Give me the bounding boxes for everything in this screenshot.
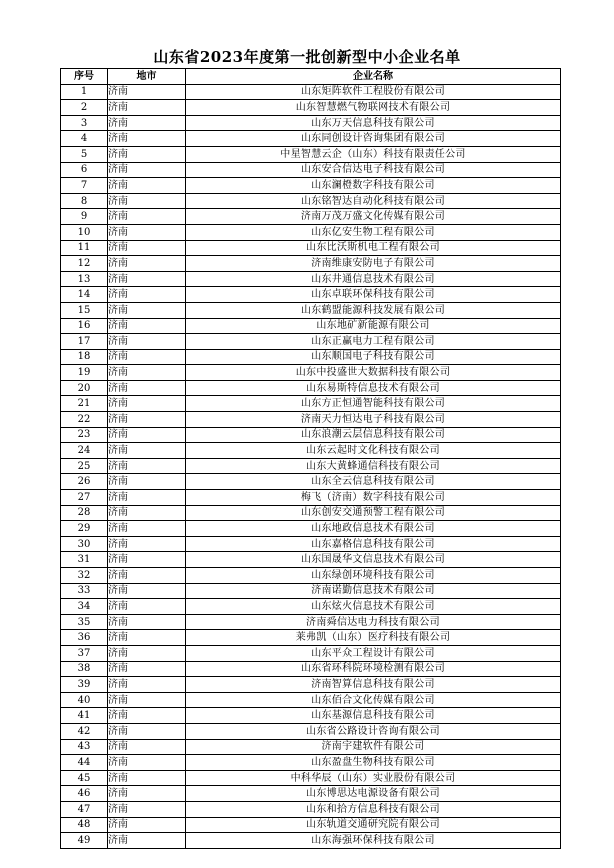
cell-company-name: 山东和拾方信息科技有限公司 — [186, 801, 561, 817]
cell-city: 济南 — [108, 614, 186, 630]
table-row — [61, 708, 561, 724]
cell-company-name: 山东平众工程设计有限公司 — [186, 645, 561, 661]
cell-city: 济南 — [108, 833, 186, 849]
cell-company-name: 山东佰合文化传媒有限公司 — [186, 692, 561, 708]
cell-company-name: 山东地矿新能源有限公司 — [186, 318, 561, 334]
cell-city: 济南 — [108, 178, 186, 194]
cell-number: 32 — [61, 568, 108, 584]
table-row — [61, 739, 561, 755]
cell-city: 济南 — [108, 412, 186, 428]
header-company-name: 企业名称 — [186, 69, 561, 85]
cell-number: 22 — [61, 412, 108, 428]
cell-company-name: 山东云起时文化科技有限公司 — [186, 443, 561, 459]
cell-number: 48 — [61, 817, 108, 833]
header-city: 地市 — [108, 69, 186, 85]
cell-company-name: 山东浪潮云层信息科技有限公司 — [186, 427, 561, 443]
table-row — [61, 131, 561, 147]
cell-number: 10 — [61, 224, 108, 240]
cell-city: 济南 — [108, 349, 186, 365]
cell-city: 济南 — [108, 645, 186, 661]
table-row — [61, 443, 561, 459]
cell-number: 41 — [61, 708, 108, 724]
table-row — [61, 536, 561, 552]
table-row — [61, 552, 561, 568]
table-row — [61, 490, 561, 506]
table-row — [61, 84, 561, 100]
table-row — [61, 224, 561, 240]
cell-number: 6 — [61, 162, 108, 178]
cell-number: 7 — [61, 178, 108, 194]
cell-number: 18 — [61, 349, 108, 365]
table-row — [61, 630, 561, 646]
cell-city: 济南 — [108, 131, 186, 147]
cell-company-name: 济南天力恒达电子科技有限公司 — [186, 412, 561, 428]
cell-number: 28 — [61, 505, 108, 521]
cell-city: 济南 — [108, 521, 186, 537]
cell-city: 济南 — [108, 505, 186, 521]
cell-number: 45 — [61, 770, 108, 786]
table-row — [61, 677, 561, 693]
cell-number: 15 — [61, 302, 108, 318]
cell-city: 济南 — [108, 630, 186, 646]
cell-company-name: 济南智算信息科技有限公司 — [186, 677, 561, 693]
cell-number: 9 — [61, 209, 108, 225]
cell-company-name: 山东大黄蜂通信科技有限公司 — [186, 458, 561, 474]
cell-company-name: 济南诺勤信息技术有限公司 — [186, 583, 561, 599]
cell-city: 济南 — [108, 427, 186, 443]
cell-company-name: 山东鹤盟能源科技发展有限公司 — [186, 302, 561, 318]
table-row — [61, 661, 561, 677]
table-row — [61, 568, 561, 584]
table-row — [61, 817, 561, 833]
cell-company-name: 山东井通信息技术有限公司 — [186, 271, 561, 287]
cell-number: 27 — [61, 490, 108, 506]
cell-company-name: 山东智慧燃气物联网技术有限公司 — [186, 100, 561, 116]
cell-city: 济南 — [108, 240, 186, 256]
table-row — [61, 256, 561, 272]
cell-company-name: 山东博思达电源设备有限公司 — [186, 786, 561, 802]
table-body — [61, 84, 561, 848]
cell-company-name: 济南维康安防电子有限公司 — [186, 256, 561, 272]
cell-number: 11 — [61, 240, 108, 256]
cell-city: 济南 — [108, 115, 186, 131]
cell-city: 济南 — [108, 256, 186, 272]
cell-number: 16 — [61, 318, 108, 334]
cell-company-name: 山东同创设计咨询集团有限公司 — [186, 131, 561, 147]
cell-city: 济南 — [108, 723, 186, 739]
cell-number: 30 — [61, 536, 108, 552]
cell-number: 20 — [61, 380, 108, 396]
table-row — [61, 474, 561, 490]
cell-company-name: 山东顺国电子科技有限公司 — [186, 349, 561, 365]
header-number: 序号 — [61, 69, 108, 85]
table-row — [61, 786, 561, 802]
table-row — [61, 349, 561, 365]
table-row — [61, 412, 561, 428]
cell-company-name: 山东海强环保科技有限公司 — [186, 833, 561, 849]
cell-city: 济南 — [108, 287, 186, 303]
cell-company-name: 山东比沃斯机电工程有限公司 — [186, 240, 561, 256]
cell-city: 济南 — [108, 770, 186, 786]
cell-company-name: 济南万茂万盛文化传媒有限公司 — [186, 209, 561, 225]
table-row — [61, 692, 561, 708]
cell-number: 39 — [61, 677, 108, 693]
cell-city: 济南 — [108, 490, 186, 506]
cell-company-name: 山东盈盘生物科技有限公司 — [186, 755, 561, 771]
cell-company-name: 山东亿安生物工程有限公司 — [186, 224, 561, 240]
cell-company-name: 山东绿创环境科技有限公司 — [186, 568, 561, 584]
cell-company-name: 山东卓联环保科技有限公司 — [186, 287, 561, 303]
cell-city: 济南 — [108, 193, 186, 209]
cell-city: 济南 — [108, 817, 186, 833]
cell-city: 济南 — [108, 677, 186, 693]
cell-city: 济南 — [108, 458, 186, 474]
cell-number: 43 — [61, 739, 108, 755]
cell-company-name: 山东正赢电力工程有限公司 — [186, 334, 561, 350]
cell-city: 济南 — [108, 334, 186, 350]
cell-city: 济南 — [108, 786, 186, 802]
cell-city: 济南 — [108, 739, 186, 755]
page-title: 山东省2023年度第一批创新型中小企业名单 — [153, 48, 461, 66]
cell-number: 36 — [61, 630, 108, 646]
cell-number: 31 — [61, 552, 108, 568]
cell-number: 46 — [61, 786, 108, 802]
cell-city: 济南 — [108, 801, 186, 817]
cell-city: 济南 — [108, 365, 186, 381]
cell-number: 35 — [61, 614, 108, 630]
cell-company-name: 山东易斯特信息技术有限公司 — [186, 380, 561, 396]
cell-number: 47 — [61, 801, 108, 817]
table-row — [61, 334, 561, 350]
cell-city: 济南 — [108, 568, 186, 584]
cell-number: 8 — [61, 193, 108, 209]
cell-number: 42 — [61, 723, 108, 739]
table-row — [61, 193, 561, 209]
table-row — [61, 162, 561, 178]
cell-number: 40 — [61, 692, 108, 708]
cell-city: 济南 — [108, 302, 186, 318]
cell-number: 21 — [61, 396, 108, 412]
cell-company-name: 山东矩阵软件工程股份有限公司 — [186, 84, 561, 100]
cell-city: 济南 — [108, 552, 186, 568]
cell-city: 济南 — [108, 209, 186, 225]
table-row — [61, 723, 561, 739]
cell-number: 33 — [61, 583, 108, 599]
table-row — [61, 380, 561, 396]
cell-number: 38 — [61, 661, 108, 677]
table-row — [61, 318, 561, 334]
cell-number: 1 — [61, 84, 108, 100]
cell-company-name: 山东基源信息科技有限公司 — [186, 708, 561, 724]
cell-number: 12 — [61, 256, 108, 272]
cell-company-name: 山东方正恒通智能科技有限公司 — [186, 396, 561, 412]
table-row — [61, 427, 561, 443]
table-row — [61, 365, 561, 381]
cell-company-name: 山东万天信息科技有限公司 — [186, 115, 561, 131]
cell-number: 34 — [61, 599, 108, 615]
cell-number: 17 — [61, 334, 108, 350]
table-row — [61, 302, 561, 318]
cell-company-name: 济南宇建软件有限公司 — [186, 739, 561, 755]
table-row — [61, 178, 561, 194]
table-row — [61, 583, 561, 599]
cell-number: 37 — [61, 645, 108, 661]
cell-company-name: 山东全云信息科技有限公司 — [186, 474, 561, 490]
cell-number: 49 — [61, 833, 108, 849]
table-row — [61, 755, 561, 771]
cell-company-name: 山东铭智达自动化科技有限公司 — [186, 193, 561, 209]
cell-company-name: 山东嘉格信息科技有限公司 — [186, 536, 561, 552]
cell-city: 济南 — [108, 224, 186, 240]
cell-company-name: 梅飞（济南）数字科技有限公司 — [186, 490, 561, 506]
cell-number: 13 — [61, 271, 108, 287]
cell-company-name: 山东安合信达电子科技有限公司 — [186, 162, 561, 178]
cell-company-name: 山东地政信息技术有限公司 — [186, 521, 561, 537]
table-row — [61, 521, 561, 537]
table-row — [61, 115, 561, 131]
cell-number: 19 — [61, 365, 108, 381]
cell-company-name: 山东中投盛世大数据科技有限公司 — [186, 365, 561, 381]
table-row — [61, 146, 561, 162]
table-header-row — [61, 69, 561, 85]
cell-number: 2 — [61, 100, 108, 116]
table-row — [61, 240, 561, 256]
cell-number: 29 — [61, 521, 108, 537]
cell-city: 济南 — [108, 474, 186, 490]
table-row — [61, 209, 561, 225]
table-row — [61, 100, 561, 116]
company-table — [60, 68, 561, 849]
cell-company-name: 济南舜信达电力科技有限公司 — [186, 614, 561, 630]
cell-city: 济南 — [108, 146, 186, 162]
cell-number: 23 — [61, 427, 108, 443]
cell-city: 济南 — [108, 708, 186, 724]
cell-company-name: 山东炫火信息技术有限公司 — [186, 599, 561, 615]
cell-company-name: 山东国晟华文信息技术有限公司 — [186, 552, 561, 568]
table-row — [61, 645, 561, 661]
cell-city: 济南 — [108, 271, 186, 287]
table-row — [61, 396, 561, 412]
cell-city: 济南 — [108, 396, 186, 412]
table-row — [61, 833, 561, 849]
table-row — [61, 271, 561, 287]
table-row — [61, 614, 561, 630]
cell-city: 济南 — [108, 692, 186, 708]
cell-city: 济南 — [108, 661, 186, 677]
cell-number: 25 — [61, 458, 108, 474]
cell-number: 4 — [61, 131, 108, 147]
table-row — [61, 287, 561, 303]
cell-city: 济南 — [108, 755, 186, 771]
cell-city: 济南 — [108, 583, 186, 599]
cell-city: 济南 — [108, 380, 186, 396]
cell-number: 5 — [61, 146, 108, 162]
cell-city: 济南 — [108, 599, 186, 615]
table-row — [61, 599, 561, 615]
cell-company-name: 山东轨道交通研究院有限公司 — [186, 817, 561, 833]
cell-company-name: 山东省公路设计咨询有限公司 — [186, 723, 561, 739]
table-row — [61, 801, 561, 817]
cell-company-name: 中科华辰（山东）实业股份有限公司 — [186, 770, 561, 786]
cell-city: 济南 — [108, 536, 186, 552]
cell-city: 济南 — [108, 162, 186, 178]
cell-city: 济南 — [108, 84, 186, 100]
cell-city: 济南 — [108, 100, 186, 116]
table-row — [61, 505, 561, 521]
cell-city: 济南 — [108, 443, 186, 459]
cell-number: 44 — [61, 755, 108, 771]
cell-company-name: 山东澜橙数字科技有限公司 — [186, 178, 561, 194]
cell-number: 3 — [61, 115, 108, 131]
cell-number: 26 — [61, 474, 108, 490]
table-row — [61, 458, 561, 474]
cell-number: 14 — [61, 287, 108, 303]
cell-company-name: 中星智慧云企（山东）科技有限责任公司 — [186, 146, 561, 162]
cell-city: 济南 — [108, 318, 186, 334]
cell-company-name: 莱弗凯（山东）医疗科技有限公司 — [186, 630, 561, 646]
cell-company-name: 山东创安交通预警工程有限公司 — [186, 505, 561, 521]
table-row — [61, 770, 561, 786]
cell-number: 24 — [61, 443, 108, 459]
cell-company-name: 山东省环科院环境检测有限公司 — [186, 661, 561, 677]
